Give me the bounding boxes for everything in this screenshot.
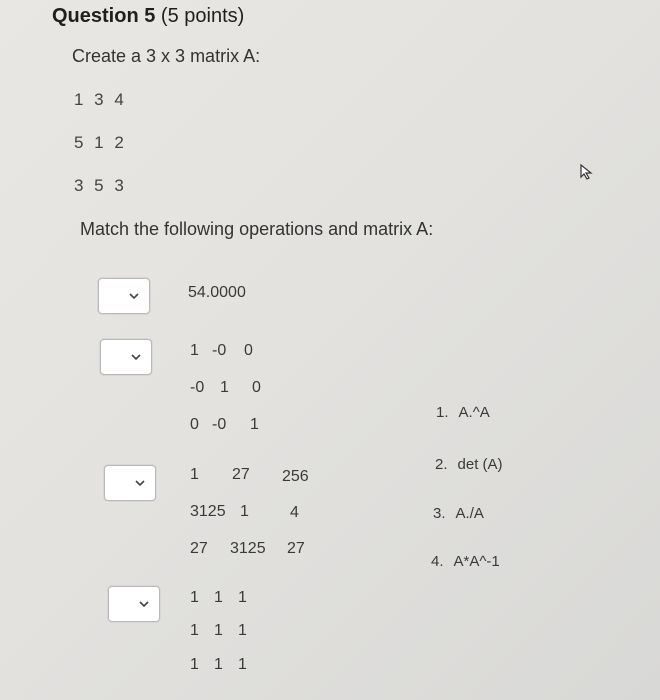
matrix-cell: 1 [238, 656, 247, 673]
match-select-1[interactable] [98, 278, 150, 314]
matrix-cell: -0 [212, 342, 227, 359]
answer-number: 4. [431, 553, 444, 570]
matrix-cell: 1 [190, 622, 199, 639]
answer-option-4 [431, 553, 500, 570]
answer-option-2 [435, 456, 503, 473]
answer-number: 3. [433, 505, 446, 522]
matrix-cell: 1 [214, 589, 223, 606]
question-title [52, 5, 244, 28]
matrix-cell: 256 [282, 468, 309, 485]
answer-text: det (A) [457, 456, 503, 473]
answer-number: 2. [435, 456, 448, 473]
matrix-cell: -0 [190, 379, 205, 396]
match-select-2[interactable] [100, 339, 152, 375]
matrix-cell: 0 [252, 379, 261, 396]
matrix-cell: 0 [190, 416, 199, 433]
matrix-cell: 1 [220, 379, 229, 396]
matrix-cell: 1 [190, 342, 199, 359]
matrix-cell: 1 [214, 656, 223, 673]
question-points: (5 points) [160, 5, 245, 27]
matrix-cell: 1 [240, 503, 249, 520]
matrix-row-2: 5 1 2 [74, 133, 127, 152]
matrix-cell: 0 [244, 342, 253, 359]
answer-text: A.^A [458, 404, 490, 421]
matrix-cell: 1 [214, 622, 223, 639]
answer-option-1 [436, 404, 490, 421]
matrix-cell: 1 [238, 622, 247, 639]
matrix-cell: 1 [238, 589, 247, 606]
matrix-row-1: 1 3 4 [74, 90, 127, 109]
match-select-4[interactable] [108, 586, 160, 622]
matrix-cell: 1 [190, 466, 199, 483]
matrix-cell: 27 [287, 540, 305, 557]
matrix-cell: 1 [190, 656, 199, 673]
mouse-pointer-icon [578, 163, 596, 181]
matrix-cell: 1 [250, 416, 259, 433]
matrix-cell: 3125 [230, 540, 266, 557]
matrix-cell: -0 [212, 416, 227, 433]
answer-number: 1. [436, 404, 449, 421]
matrix-cell: 27 [190, 540, 208, 557]
item-1-value: 54.0000 [188, 284, 246, 301]
matrix-cell: 4 [290, 504, 299, 521]
chevron-down-icon [134, 477, 146, 489]
question-prompt: Create a 3 x 3 matrix A: [72, 46, 261, 66]
chevron-down-icon [130, 351, 142, 363]
matrix-row-3: 3 5 3 [74, 176, 127, 195]
matrix-cell: 27 [232, 466, 250, 483]
match-instruction: Match the following operations and matrix A: [80, 219, 434, 239]
chevron-down-icon [138, 598, 150, 610]
answer-text: A./A [455, 505, 484, 522]
answer-option-3 [433, 505, 484, 522]
chevron-down-icon [128, 290, 140, 302]
answer-text: A*A^-1 [453, 553, 500, 570]
matrix-cell: 3125 [190, 503, 226, 520]
question-label: Question 5 [52, 5, 156, 27]
match-select-3[interactable] [104, 465, 156, 501]
matrix-cell: 1 [190, 589, 199, 606]
